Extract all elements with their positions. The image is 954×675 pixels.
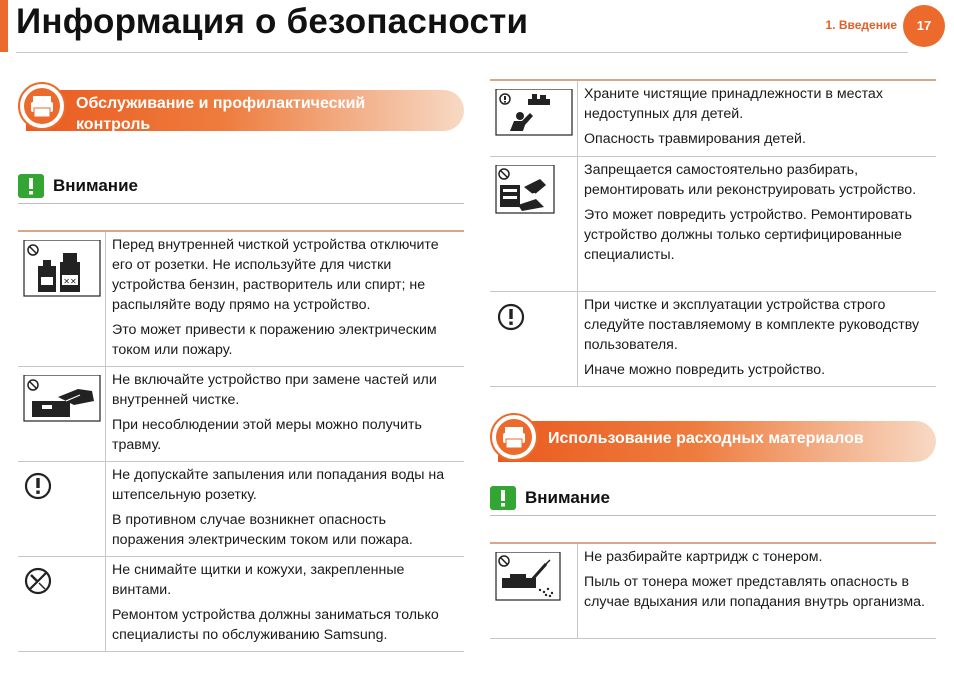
table-row	[18, 462, 464, 557]
keep-away-children-icon	[490, 89, 578, 139]
warning-heading	[490, 484, 936, 514]
safety-table-maintenance-cont	[490, 79, 936, 387]
section-title-line2: контроль	[76, 116, 151, 133]
warning-divider	[18, 203, 464, 204]
row-consequence: Ремонтом устройства должны заниматься только специалисты по обслуживанию Samsung.	[112, 607, 439, 643]
row-consequence: Опасность травмирования детей.	[584, 131, 806, 147]
row-instruction: Храните чистящие принадлежности в местах недоступных для детей.	[584, 86, 883, 122]
svg-text:✕✕: ✕✕	[63, 277, 77, 286]
warning-label: Внимание	[525, 488, 610, 507]
row-instruction: Запрещается самостоятельно разбирать, ремонтировать или реконструировать устройство.	[584, 162, 917, 198]
row-consequence: Это может привести к поражению электрическим током или пожару.	[112, 322, 437, 358]
warning-divider	[490, 515, 936, 516]
exclamation-icon	[490, 486, 516, 510]
page-number-badge: 17	[903, 5, 945, 47]
row-consequence: Это может повредить устройство. Ремонтировать устройство должны только сертифицированные специалисты.	[584, 207, 913, 263]
exclamation-circle-icon	[18, 470, 106, 510]
printer-icon	[18, 82, 66, 130]
row-instruction: Перед внутренней чисткой устройства отключите его от розетки. Не используйте для чистки устройства бензин, растворитель или спирт; не распыляйте воду прямо на устройство.	[112, 237, 439, 313]
no-disassemble-icon	[490, 165, 578, 217]
table-row	[490, 157, 936, 292]
no-disassemble-cartridge-icon	[490, 552, 578, 604]
row-instruction: При чистке и эксплуатации устройства строго следуйте поставляемому в комплекте руководству пользователя.	[584, 297, 920, 353]
no-operate-during-cleaning-icon	[18, 375, 106, 425]
section-banner-consumables	[490, 413, 936, 465]
table-row	[490, 292, 936, 387]
row-instruction: Не допускайте запыления или попадания воды на штепсельную розетку.	[112, 467, 445, 503]
row-consequence: При несоблюдении этой меры можно получить травму.	[112, 417, 422, 453]
warning-heading	[18, 172, 464, 202]
exclamation-icon	[18, 174, 44, 198]
row-instruction: Не разбирайте картридж с тонером.	[584, 549, 823, 565]
row-instruction: Не снимайте щитки и кожухи, закрепленные винтами.	[112, 562, 405, 598]
page-title: Информация о безопасности	[16, 2, 529, 41]
row-instruction: Не включайте устройство при замене частей или внутренней чистке.	[112, 372, 437, 408]
table-row	[490, 544, 936, 639]
row-consequence: Пыль от тонера может представлять опасность в случае вдыхания или попадания внутрь организма.	[584, 574, 925, 610]
chapter-label[interactable]: 1. Введение	[825, 18, 897, 32]
no-screwdriver-icon	[18, 565, 106, 605]
safety-table-consumables	[490, 542, 936, 639]
section-title: Использование расходных материалов	[548, 430, 864, 447]
table-row	[18, 367, 464, 462]
title-divider	[16, 52, 908, 53]
table-row	[18, 232, 464, 367]
row-consequence: Иначе можно повредить устройство.	[584, 362, 826, 378]
warning-label: Внимание	[53, 176, 138, 195]
table-row	[490, 81, 936, 157]
printer-icon	[490, 413, 538, 461]
exclamation-circle-icon	[490, 300, 578, 340]
section-banner-maintenance	[18, 82, 464, 134]
title-accent-bar	[0, 0, 8, 52]
row-consequence: В противном случае возникнет опасность поражения электрическим током или пожара.	[112, 512, 413, 548]
section-title-line1: Обслуживание и профилактический	[76, 95, 366, 112]
safety-table-maintenance	[18, 230, 464, 652]
table-row	[18, 557, 464, 652]
no-liquid-cleaners-icon	[18, 240, 106, 300]
